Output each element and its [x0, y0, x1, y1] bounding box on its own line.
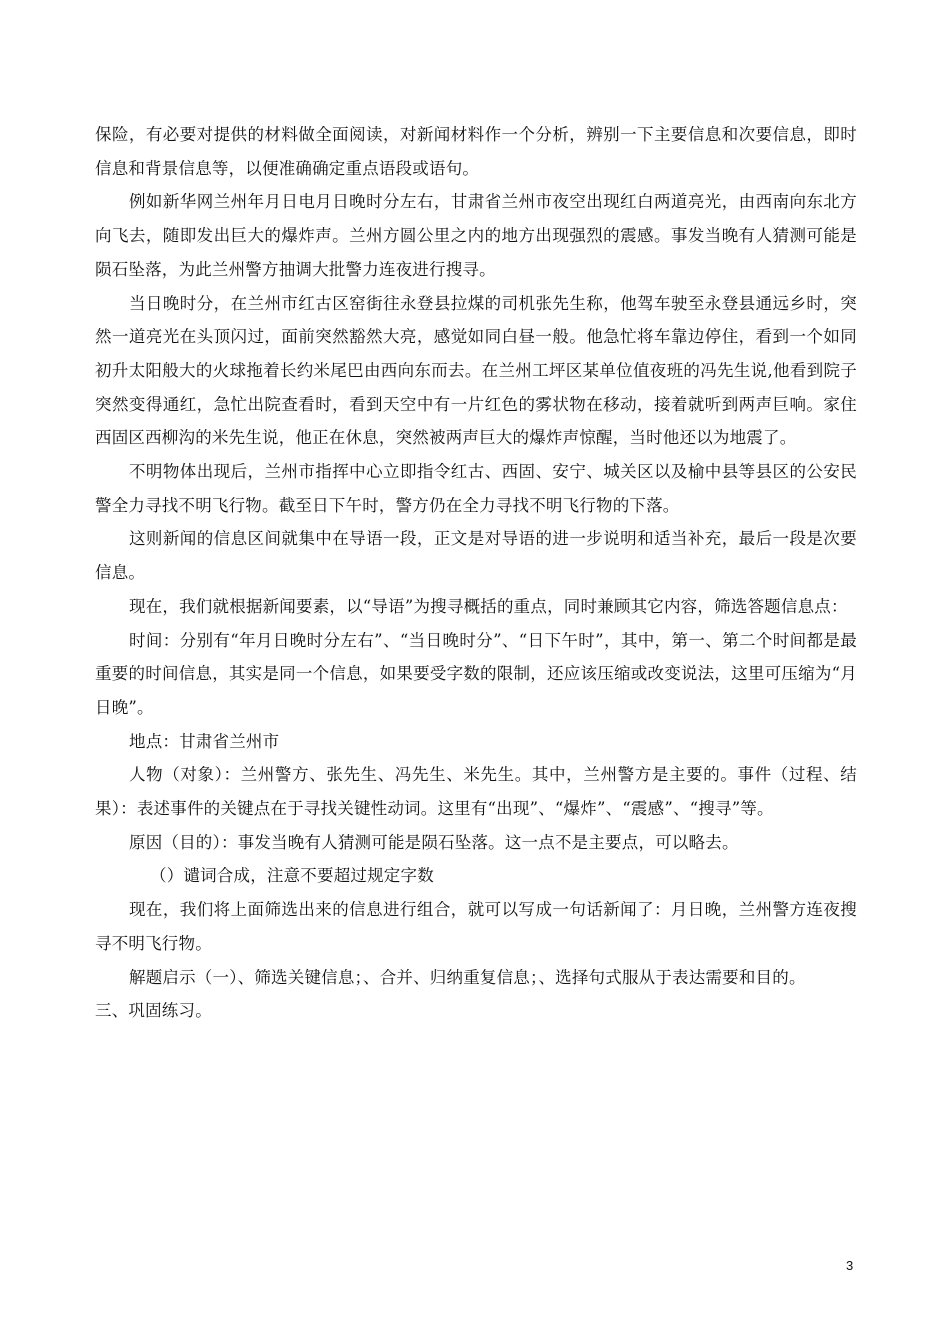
paragraph-people-event: 人物（对象）：兰州警方、张先生、冯先生、米先生。其中，兰州警方是主要的。事件（过程、结果）：表述事件的关键点在于寻找关键性动词。这里有“出现”、“爆炸”、“震感”、“搜寻”等。 — [95, 765, 857, 819]
paragraph-reason: 原因（目的）：事发当晚有人猜测可能是陨石坠落。这一点不是主要点，可以略去。 — [129, 832, 739, 852]
paragraph-continuation: 保险，有必要对提供的材料做全面阅读，对新闻材料作一个分析，辨别一下主要信息和次要信息，即时信息和背景信息等，以便准确确定重点语段或语句。 — [95, 125, 857, 178]
paragraph-analysis: 这则新闻的信息区间就集中在导语一段，正文是对导语的进一步说明和适当补充，最后一段是次要信息。 — [95, 529, 857, 583]
paragraph-place: 地点：甘肃省兰州市 — [129, 731, 280, 751]
paragraph-news-lead: 例如新华网兰州年月日电月日晚时分左右，甘肃省兰州市夜空出现红白两道亮光，由西南向东北方向飞去，随即发出巨大的爆炸声。兰州方圆公里之内的地方出现强烈的震感。事发当晚有人猜测可能是陨石坠落，为此兰州警方抽调大批警力连夜进行搜寻。 — [95, 192, 857, 279]
paragraph-news-end: 不明物体出现后，兰州市指挥中心立即指令红古、西固、安宁、城关区以及榆中县等县区的公安民警全力寻找不明飞行物。截至日下午时，警方仍在全力寻找不明飞行物的下落。 — [95, 462, 857, 515]
paragraph-tips: 解题启示（一）、筛选关键信息；、合并、归纳重复信息；、选择句式服从于表达需要和目的。 — [129, 967, 806, 987]
body-text — [95, 118, 857, 1028]
paragraph-time: 时间：分别有“年月日晚时分左右”、“当日晚时分”、“日下午时”，其中，第一、第二个时间都是最重要的时间信息，其实是同一个信息，如果要受字数的限制，还应该压缩或改变说法，这里可压缩为“月日晚”。 — [95, 630, 857, 717]
paragraph-method: 现在，我们就根据新闻要素，以“导语”为搜寻概括的重点，同时兼顾其它内容，筛选答题信息点： — [129, 596, 848, 616]
page-number: 3 — [846, 1258, 854, 1273]
paragraph-step-heading: （）谴词合成，注意不要超过规定字数 — [150, 866, 434, 886]
paragraph-news-body: 当日晚时分，在兰州市红古区窑街往永登县拉煤的司机张先生称，他驾车驶至永登县通远乡时，突然一道亮光在头顶闪过，面前突然豁然大亮，感觉如同白昼一般。他急忙将车靠边停住，看到一个如同初升太阳般大的火球拖着长约米尾巴由西向东而去。在兰州工坪区某单位值夜班的冯先生说,他看到院子突然变得通红，急忙出院查看时，看到天空中有一片红色的雾状物在移动，接着就听到两声巨响。家住西固区西柳沟的米先生说，他正在休息，突然被两声巨大的爆炸声惊醒，当时他还以为地震了。 — [95, 293, 857, 448]
paragraph-result: 现在，我们将上面筛选出来的信息进行组合，就可以写成一句话新闻了：月日晚，兰州警方连夜搜寻不明飞行物。 — [95, 900, 857, 953]
section-heading-practice: 三、巩固练习。 — [95, 1001, 212, 1021]
